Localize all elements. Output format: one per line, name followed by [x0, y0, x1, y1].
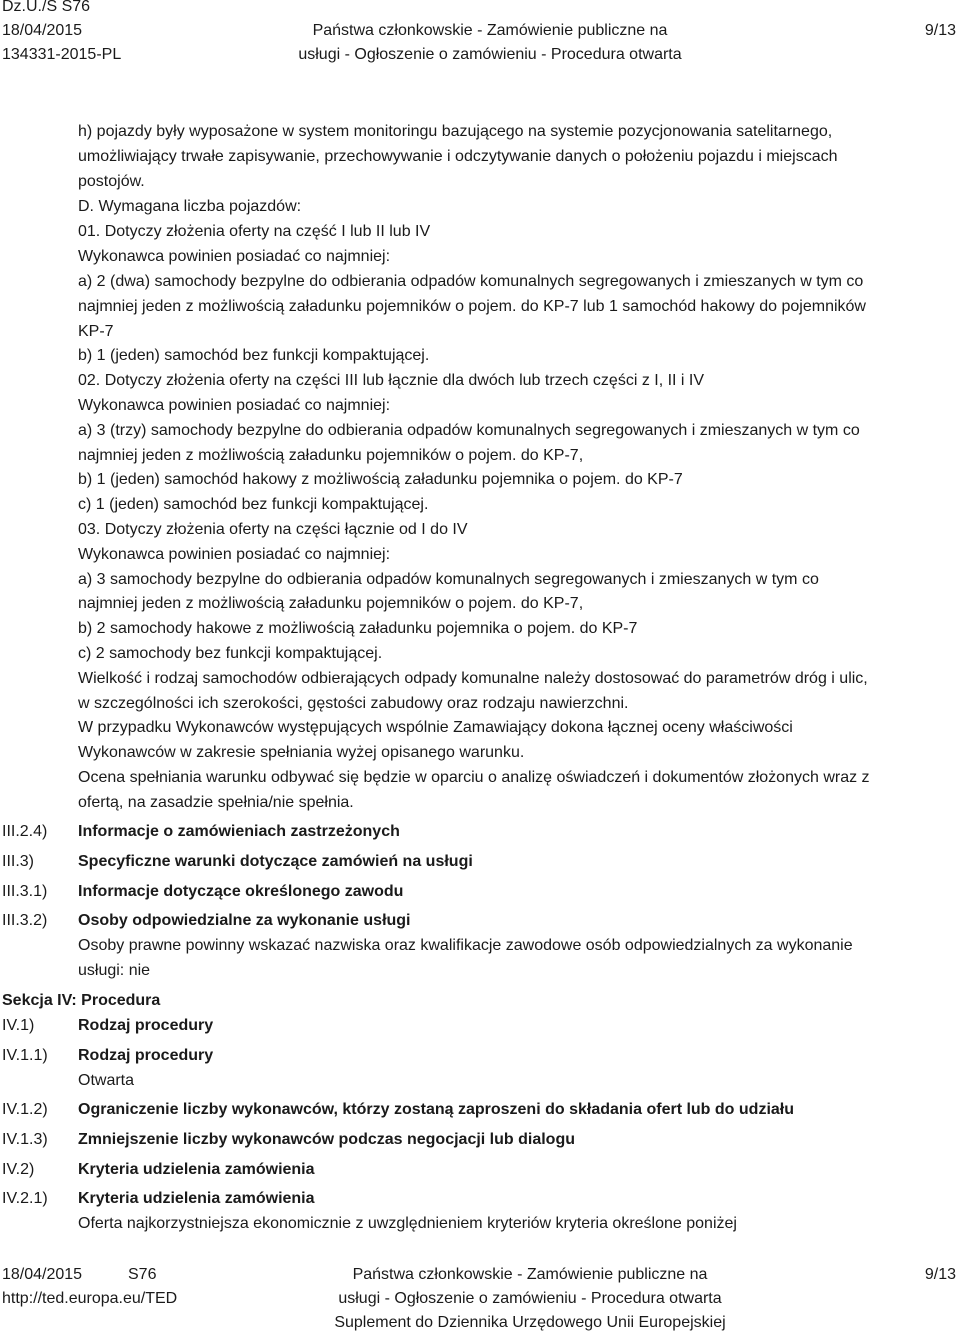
footer-supplement: Suplement do Dziennika Urzędowego Unii Europejskiej: [334, 1314, 726, 1331]
text-line: D. Wymagana liczba pojazdów:: [78, 198, 302, 215]
section-text: usługi: nie: [78, 962, 151, 979]
text-line: Ocena spełniania warunku odbywać się będzie w oparciu o analizę oświadczeń i dokumentów złożonych wraz z: [78, 769, 870, 786]
text-line: Wykonawca powinien posiadać co najmniej:: [78, 546, 391, 563]
text-line: umożliwiający trwałe zapisywanie, przechowywanie i odczytywanie danych o położeniu pojazdu i miejscach: [78, 148, 838, 165]
text-line: najmniej jeden z możliwością załadunku pojemników o pojem. do KP-7 lub 1 samochód hakowy do pojemników: [78, 298, 866, 315]
footer-title-line1: Państwa członkowskie - Zamówienie publiczne na: [352, 1266, 708, 1283]
section-number: IV.1): [2, 1017, 35, 1034]
footer-title-line2: usługi - Ogłoszenie o zamówieniu - Procedura otwarta: [338, 1290, 722, 1307]
section-title: Informacje dotyczące określonego zawodu: [78, 883, 404, 900]
text-line: KP-7: [78, 323, 114, 340]
section-title: Specyficzne warunki dotyczące zamówień na usługi: [78, 853, 473, 870]
section-number: IV.1.1): [2, 1047, 48, 1064]
section-title: Ograniczenie liczby wykonawców, którzy zostaną zaproszeni do składania ofert lub do udziału: [78, 1101, 794, 1118]
section-number: IV.1.2): [2, 1101, 48, 1118]
section-number: III.3.2): [2, 912, 48, 929]
header-date: 18/04/2015: [2, 22, 83, 39]
section-text: Otwarta: [78, 1072, 135, 1089]
section-number: III.2.4): [2, 823, 48, 840]
text-line: Wykonawca powinien posiadać co najmniej:: [78, 248, 391, 265]
section-number: IV.2.1): [2, 1190, 48, 1207]
header-page-number: 9/13: [924, 22, 956, 39]
section-text: Oferta najkorzystniejsza ekonomicznie z uwzględnieniem kryteriów kryteria określone poniżej: [78, 1215, 737, 1232]
section-number: IV.1.3): [2, 1131, 48, 1148]
section-number: IV.2): [2, 1161, 35, 1178]
journal-reference: Dz.U./S S76: [2, 0, 91, 15]
text-line: najmniej jeden z możliwością załadunku pojemników o pojem. do KP-7,: [78, 595, 584, 612]
section-number: III.3.1): [2, 883, 48, 900]
text-line: w szczególności ich szerokości, gęstości zabudowy oraz rodzaju nawierzchni.: [78, 695, 629, 712]
section-number: III.3): [2, 853, 35, 870]
section-title: Osoby odpowiedzialne za wykonanie usługi: [78, 912, 411, 929]
text-line: W przypadku Wykonawców występujących wspólnie Zamawiający dokona łącznej oceny właściwości: [78, 719, 793, 736]
footer-date: 18/04/2015: [2, 1266, 83, 1283]
section-title: Kryteria udzielenia zamówienia: [78, 1161, 315, 1178]
text-line: c) 1 (jeden) samochód bez funkcji kompaktującej.: [78, 496, 429, 513]
text-line: Wielkość i rodzaj samochodów odbierających odpady komunalne należy dostosować do parametrów dróg i ulic,: [78, 670, 868, 687]
footer-series: S76: [128, 1266, 157, 1283]
text-line: Wykonawców w zakresie spełniania wyżej opisanego warunku.: [78, 744, 525, 761]
text-line: 01. Dotyczy złożenia oferty na część I lub II lub IV: [78, 223, 431, 240]
notice-number: 134331-2015-PL: [2, 46, 122, 63]
section-title: Rodzaj procedury: [78, 1017, 214, 1034]
text-line: najmniej jeden z możliwością załadunku pojemników o pojem. do KP-7,: [78, 447, 584, 464]
text-line: c) 2 samochody bez funkcji kompaktującej.: [78, 645, 383, 662]
section-text: Osoby prawne powinny wskazać nazwiska oraz kwalifikacje zawodowe osób odpowiedzialnych za wykonanie: [78, 937, 853, 954]
text-line: 02. Dotyczy złożenia oferty na części III lub łącznie dla dwóch lub trzech części z I, II i IV: [78, 372, 705, 389]
text-line: ofertą, na zasadzie spełnia/nie spełnia.: [78, 794, 354, 811]
section-title: Rodzaj procedury: [78, 1047, 214, 1064]
header-title-line1: Państwa członkowskie - Zamówienie publiczne na: [312, 22, 668, 39]
text-line: a) 3 (trzy) samochody bezpylne do odbierania odpadów komunalnych segregowanych i zmieszanych w tym co: [78, 422, 860, 439]
section-title: Kryteria udzielenia zamówienia: [78, 1190, 315, 1207]
text-line: 03. Dotyczy złożenia oferty na części łącznie od I do IV: [78, 521, 468, 538]
text-line: b) 1 (jeden) samochód hakowy z możliwością załadunku pojemnika o pojem. do KP-7: [78, 471, 683, 488]
section-title: Zmniejszenie liczby wykonawców podczas negocjacji lub dialogu: [78, 1131, 575, 1148]
header-title-line2: usługi - Ogłoszenie o zamówieniu - Procedura otwarta: [298, 46, 682, 63]
text-line: a) 2 (dwa) samochody bezpylne do odbierania odpadów komunalnych segregowanych i zmieszanych w tym co: [78, 273, 864, 290]
footer-url-link[interactable]: http://ted.europa.eu/TED: [2, 1290, 178, 1307]
section-title: Informacje o zamówieniach zastrzeżonych: [78, 823, 400, 840]
text-line: Wykonawca powinien posiadać co najmniej:: [78, 397, 391, 414]
text-line: h) pojazdy były wyposażone w system monitoringu bazującego na systemie pozycjonowania satelitarnego,: [78, 123, 833, 140]
text-line: b) 2 samochody hakowe z możliwością załadunku pojemnika o pojem. do KP-7: [78, 620, 638, 637]
text-line: a) 3 samochody bezpylne do odbierania odpadów komunalnych segregowanych i zmieszanych w tym co: [78, 571, 819, 588]
text-line: b) 1 (jeden) samochód bez funkcji kompaktującej.: [78, 347, 430, 364]
footer-page-number: 9/13: [924, 1266, 956, 1283]
section-heading: Sekcja IV: Procedura: [2, 992, 161, 1009]
text-line: postojów.: [78, 173, 145, 190]
